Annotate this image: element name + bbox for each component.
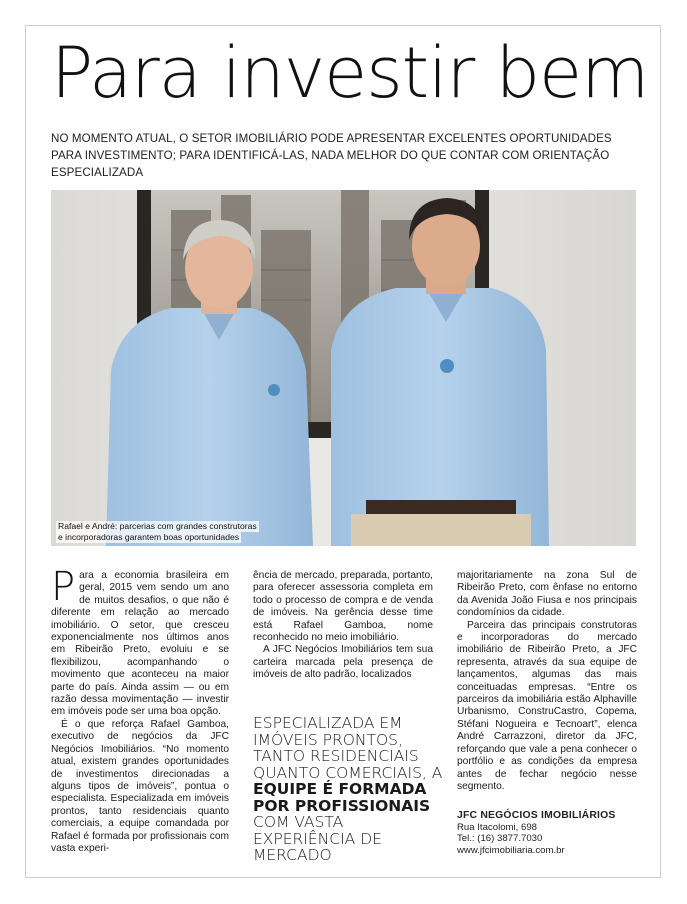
column-3-paragraph-1: majoritariamente na zona Sul de Ribeirão Preto, com ênfase no entorno da Avenida João Fiusa e nos principais condomínios da cidade. bbox=[457, 570, 637, 619]
column-1-paragraph-1: ara a economia brasileira em geral, 2015 vem sendo um ano de muitos desafios, o que não é diferente em relação ao mercado imobiliário. O setor, que cresceu exponencialmente nos últimos anos em Ribeirão Preto, evoluiu e se flexibilizou, acompanhando o movimento que aconteceu na maior parte do país. Ainda assim — ou em razão dessa movimentação — investir em imóveis pode ser uma boa opção. bbox=[51, 570, 229, 718]
photo-caption-line2: e incorporadoras garantem boas oportunidades bbox=[58, 532, 240, 542]
column-3-paragraph-2: Parceira das principais construtoras e incorporadoras do mercado imobiliário de Ribeirão Preto, a JFC representa, através da sua equipe de lançamentos, algumas das mais conceituadas empresas. “Entre os parceiros da imobiliária estão Alphaville Urbanismo, ConstruCastro, Copema, Stéfani Nogueira e Tecnoart”, elenca André Carrazzoni, diretor da JFC, reforçando que vale a pena conhecer o portfólio e as condições da empresa antes de fechar negócio nesse segmento. bbox=[457, 619, 637, 792]
pull-quote-bold: EQUIPE É FORMADA POR PROFISSIONAIS bbox=[253, 780, 431, 815]
article-photo bbox=[51, 190, 636, 546]
column-2-paragraph-2: A JFC Negócios Imobiliários tem sua carteira marcada pela presença de imóveis de alto padrão, localizados bbox=[253, 644, 433, 681]
photo-caption-line1: Rafael e André: parcerias com grandes construtoras bbox=[58, 521, 257, 531]
photo-illustration bbox=[51, 190, 636, 546]
article-column-1 bbox=[51, 564, 229, 855]
column-1-paragraph-2: É o que reforça Rafael Gamboa, executivo de negócios da JFC Negócios Imobiliários. “No momento atual, existem grandes oportunidades de investimentos direcionadas a alguns tipos de imóveis”, pontua o especialista. Especializada em imóveis prontos, tanto residenciais quanto comerciais, a equipe comandada por Rafael é formada por profissionais com vasta experi- bbox=[51, 718, 229, 854]
contact-phone: Tel.: (16) 3877.7030 bbox=[457, 833, 543, 845]
article-title: Para investir bem bbox=[51, 32, 649, 114]
contact-block bbox=[457, 810, 616, 856]
article-column-2 bbox=[253, 570, 433, 682]
contact-address: Rua Itacolomi, 698 bbox=[457, 821, 537, 833]
photo-caption bbox=[56, 521, 259, 543]
pull-quote bbox=[253, 715, 443, 864]
article-column-3 bbox=[457, 570, 637, 793]
contact-website[interactable]: www.jfcimobiliaria.com.br bbox=[457, 844, 565, 856]
contact-company-name: JFC NEGÓCIOS IMOBILIÁRIOS bbox=[457, 810, 616, 821]
pull-quote-part2: COM VASTA EXPERIÊNCIA DE MERCADO bbox=[253, 813, 382, 864]
drop-cap: P bbox=[51, 564, 76, 610]
column-2-paragraph-1: ência de mercado, preparada, portanto, para oferecer assessoria completa em todo o processo de compra e de venda de imóveis. Na gerência desse time está Rafael Gamboa, nome reconhecido no meio imobiliário. bbox=[253, 570, 433, 644]
pull-quote-part1: ESPECIALIZADA EM IMÓVEIS PRONTOS, TANTO RESIDENCIAIS QUANTO COMERCIAIS, A bbox=[253, 714, 443, 782]
article-subtitle: NO MOMENTO ATUAL, O SETOR IMOBILIÁRIO PODE APRESENTAR EXCELENTES OPORTUNIDADES PARA INVESTIMENTO; PARA IDENTIFICÁ-LAS, NADA MELHOR DO QUE CONTAR COM ORIENTAÇÃO ESPECIALIZADA bbox=[51, 132, 612, 179]
